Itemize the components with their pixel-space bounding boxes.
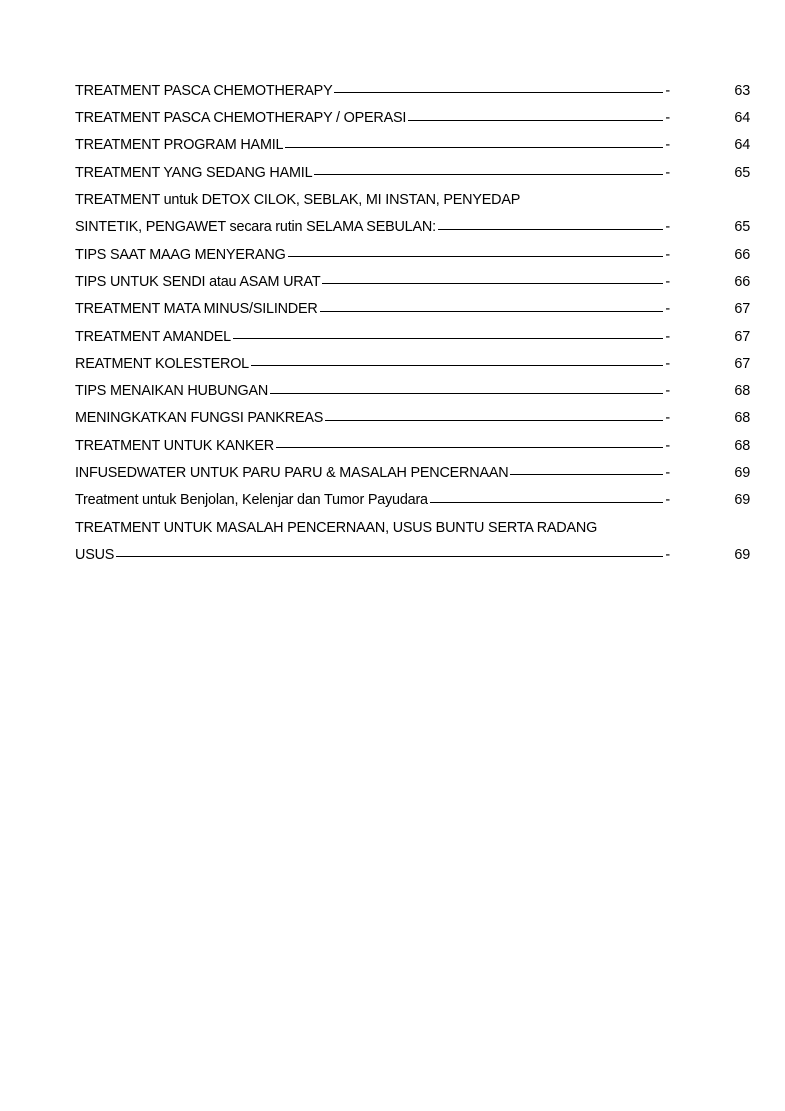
- toc-entry: MENINGKATKAN FUNGSI PANKREAS - 68: [75, 410, 750, 427]
- toc-entry-title: TREATMENT UNTUK KANKER: [75, 438, 274, 454]
- toc-entry-page: 67: [734, 301, 750, 318]
- toc-entry-title: MENINGKATKAN FUNGSI PANKREAS: [75, 411, 324, 426]
- toc-leader-line: [408, 120, 663, 121]
- toc-leader-line: [270, 393, 663, 394]
- toc-entry-page: 64: [734, 110, 750, 127]
- toc-leader-line: [322, 283, 663, 284]
- toc-entry: TIPS UNTUK SENDI atau ASAM URAT - 66: [75, 273, 750, 290]
- toc-entry: TREATMENT PASCA CHEMOTHERAPY / OPERASI - 64: [75, 110, 750, 127]
- toc-leader-line: [510, 474, 663, 475]
- toc-entry-page: 68: [734, 437, 750, 454]
- toc-leader-line: [251, 365, 663, 366]
- toc-entry-title: TREATMENT PROGRAM HAMIL: [75, 138, 284, 153]
- toc-leader-line: [334, 92, 663, 93]
- toc-entry: TREATMENT AMANDEL - 67: [75, 328, 750, 345]
- toc-entry: INFUSEDWATER UNTUK PARU PARU & MASALAH PENCERNAAN - 69: [75, 465, 750, 482]
- toc-entry-title-line1: TREATMENT UNTUK MASALAH PENCERNAAN, USUS BUNTU SERTA RADANG: [75, 520, 598, 536]
- toc-entry-page: 63: [734, 82, 750, 99]
- toc-entry-title: TREATMENT YANG SEDANG HAMIL: [75, 165, 313, 181]
- toc-leader-line: [276, 447, 663, 448]
- toc-entry-page: 65: [734, 219, 750, 236]
- toc-entry-title: USUS: [75, 547, 115, 563]
- toc-entry-page: 68: [734, 383, 750, 400]
- toc-leader-line: [320, 311, 664, 312]
- toc-entry-title: TREATMENT PASCA CHEMOTHERAPY / OPERASI: [75, 111, 407, 126]
- toc-leader-line: [438, 229, 664, 230]
- toc-entry-title: SINTETIK, PENGAWET secara rutin SELAMA SEBULAN:: [75, 220, 436, 235]
- toc-entry-title: TREATMENT PASCA CHEMOTHERAPY: [75, 83, 333, 99]
- toc-entry-page: 66: [734, 273, 750, 290]
- toc-entry: TREATMENT MATA MINUS/SILINDER - 67: [75, 301, 750, 318]
- toc-entry: TIPS MENAIKAN HUBUNGAN - 68: [75, 383, 750, 400]
- toc-entry-page: 69: [734, 465, 750, 482]
- toc-entry: REATMENT KOLESTEROL - 67: [75, 355, 750, 372]
- toc-entry-page: 69: [734, 492, 750, 509]
- toc-entry-first-line: [75, 180, 750, 207]
- toc-leader-line: [325, 420, 663, 421]
- toc-entry: Treatment untuk Benjolan, Kelenjar dan Tumor Payudara - 69: [75, 492, 750, 509]
- table-of-contents: [75, 71, 750, 562]
- toc-entry: SINTETIK, PENGAWET secara rutin SELAMA SEBULAN: - 65: [75, 219, 750, 236]
- toc-leader-line: [314, 174, 663, 175]
- toc-entry-title: TIPS UNTUK SENDI atau ASAM URAT: [75, 274, 321, 290]
- toc-entry-page: 67: [734, 355, 750, 372]
- toc-entry-title: INFUSEDWATER UNTUK PARU PARU & MASALAH PENCERNAAN: [75, 466, 509, 481]
- toc-entry-title: TREATMENT MATA MINUS/SILINDER: [75, 302, 318, 317]
- toc-entry-title: TIPS SAAT MAAG MENYERANG: [75, 247, 286, 263]
- toc-leader-line: [116, 556, 663, 557]
- toc-entry: TREATMENT PROGRAM HAMIL - 64: [75, 137, 750, 154]
- toc-entry-title: REATMENT KOLESTEROL: [75, 356, 249, 372]
- toc-entry-page: 68: [734, 410, 750, 427]
- toc-leader-line: [285, 147, 663, 148]
- toc-entry-title-line1: TREATMENT untuk DETOX CILOK, SEBLAK, MI INSTAN, PENYEDAP: [75, 193, 521, 208]
- toc-entry: TREATMENT PASCA CHEMOTHERAPY - 63: [75, 82, 750, 99]
- toc-entry-first-line: [75, 508, 750, 535]
- toc-entry-title: Treatment untuk Benjolan, Kelenjar dan Tumor Payudara: [75, 493, 428, 508]
- toc-entry-title: TIPS MENAIKAN HUBUNGAN: [75, 384, 269, 399]
- toc-entry: USUS - 69: [75, 546, 750, 563]
- toc-entry-page: 66: [734, 246, 750, 263]
- toc-entry: TIPS SAAT MAAG MENYERANG - 66: [75, 246, 750, 263]
- toc-leader-line: [430, 502, 664, 503]
- toc-entry-page: 69: [734, 546, 750, 563]
- toc-entry-title: TREATMENT AMANDEL: [75, 329, 231, 344]
- toc-entry-page: 64: [734, 137, 750, 154]
- toc-leader-line: [233, 338, 663, 339]
- toc-entry: TREATMENT UNTUK KANKER - 68: [75, 437, 750, 454]
- toc-entry-page: 65: [734, 164, 750, 181]
- toc-leader-line: [288, 256, 664, 257]
- toc-entry-page: 67: [734, 328, 750, 345]
- toc-entry: TREATMENT YANG SEDANG HAMIL - 65: [75, 164, 750, 181]
